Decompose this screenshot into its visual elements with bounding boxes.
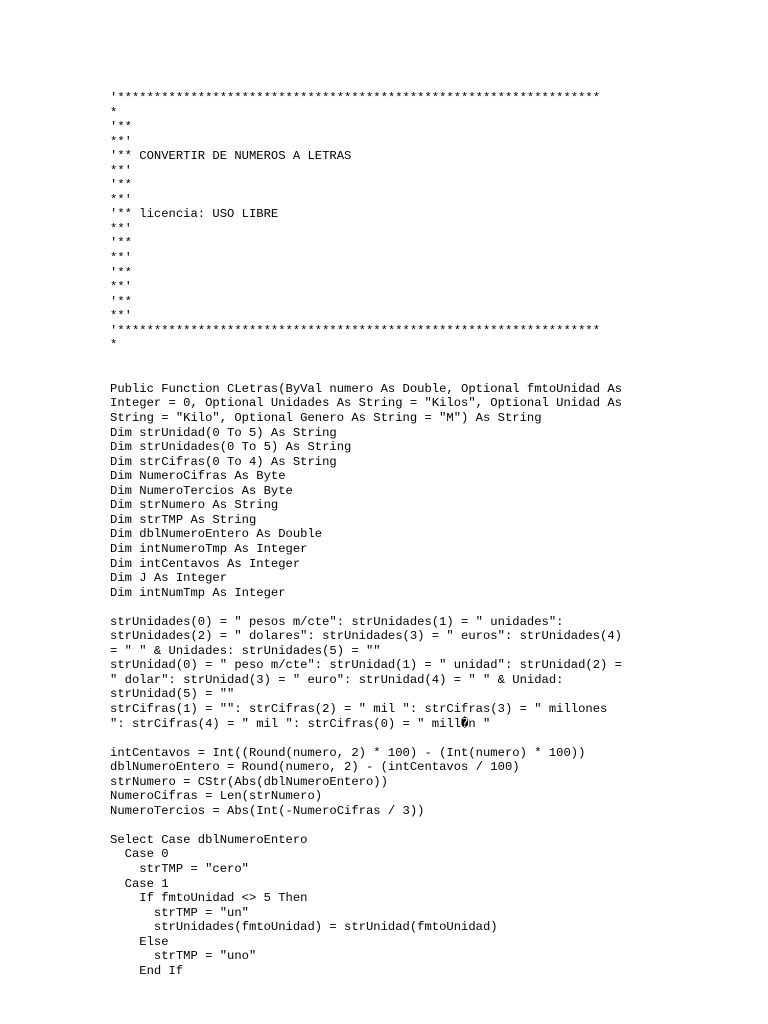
code-line: Dim strUnidades(0 To 5) As String xyxy=(110,440,352,455)
code-line: Select Case dblNumeroEntero xyxy=(110,832,308,847)
code-line: '** CONVERTIR DE NUMEROS A LETRAS xyxy=(110,149,352,164)
code-line: strNumero = CStr(Abs(dblNumeroEntero)) xyxy=(110,774,388,789)
code-line: **' xyxy=(110,221,132,236)
code-line: Integer = 0, Optional Unidades As String = "Kilos", Optional Unidad As xyxy=(110,396,622,411)
code-line: strUnidades(0) = " pesos m/cte": strUnidades(1) = " unidades": xyxy=(110,614,564,629)
code-line: strUnidad(5) = "" xyxy=(110,687,235,702)
code-line: Dim NumeroTercios As Byte xyxy=(110,483,293,498)
code-line: **' xyxy=(110,192,132,207)
code-line: Public Function CLetras(ByVal numero As Double, Optional fmtoUnidad As xyxy=(110,381,622,396)
blank-line xyxy=(110,353,660,368)
code-line: Case 1 xyxy=(110,876,169,891)
code-page xyxy=(110,91,660,978)
code-line: '****************************************************************** xyxy=(110,91,601,105)
code-line: strUnidad(0) = " peso m/cte": strUnidad(1) = " unidad": strUnidad(2) = xyxy=(110,658,622,673)
code-line: strTMP = "un" xyxy=(110,905,249,920)
code-line: strTMP = "cero" xyxy=(110,861,249,876)
code-line: dblNumeroEntero = Round(numero, 2) - (intCentavos / 100) xyxy=(110,760,520,775)
code-line: String = "Kilo", Optional Genero As String = "M") As String xyxy=(110,411,542,426)
code-line: strUnidades(fmtoUnidad) = strUnidad(fmtoUnidad) xyxy=(110,920,498,935)
code-line: Case 0 xyxy=(110,847,169,862)
code-line: Dim dblNumeroEntero As Double xyxy=(110,527,323,542)
blank-line xyxy=(110,600,660,615)
code-line: Dim strUnidad(0 To 5) As String xyxy=(110,425,337,440)
code-line: '** licencia: USO LIBRE xyxy=(110,207,279,222)
code-line: '** xyxy=(110,178,132,193)
code-line: Dim intNumTmp As Integer xyxy=(110,585,286,600)
code-line: Dim strTMP As String xyxy=(110,512,257,527)
code-line: If fmtoUnidad <> 5 Then xyxy=(110,891,308,906)
code-line: End If xyxy=(110,963,184,978)
code-line: " dolar": strUnidad(3) = " euro": strUnidad(4) = " " & Unidad: xyxy=(110,672,564,687)
code-line: **' xyxy=(110,134,132,149)
code-line: **' xyxy=(110,163,132,178)
blank-line xyxy=(110,818,660,833)
code-line: '** xyxy=(110,294,132,309)
code-line: * xyxy=(110,338,118,353)
code-line: strCifras(1) = "": strCifras(2) = " mil ": strCifras(3) = " millones xyxy=(110,701,608,716)
code-line: '** xyxy=(110,120,132,135)
code-line: intCentavos = Int((Round(numero, 2) * 100) - (Int(numero) * 100)) xyxy=(110,745,586,760)
code-line: **' xyxy=(110,280,132,295)
code-line: strUnidades(2) = " dolares": strUnidades(3) = " euros": strUnidades(4) xyxy=(110,629,622,644)
code-line: NumeroCifras = Len(strNumero) xyxy=(110,789,323,804)
code-line: '** xyxy=(110,265,132,280)
code-line: Dim J As Integer xyxy=(110,571,228,586)
blank-line xyxy=(110,367,660,382)
code-line: **' xyxy=(110,251,132,266)
code-line: Dim intNumeroTmp As Integer xyxy=(110,541,308,556)
code-line: '** xyxy=(110,236,132,251)
blank-line xyxy=(110,731,660,746)
code-line: strTMP = "uno" xyxy=(110,949,257,964)
code-line: Dim strCifras(0 To 4) As String xyxy=(110,454,337,469)
code-line: '****************************************************************** xyxy=(110,323,601,338)
code-line: = " " & Unidades: strUnidades(5) = "" xyxy=(110,643,381,658)
code-line: ": strCifras(4) = " mil ": strCifras(0) = " mill�n " xyxy=(110,716,491,731)
code-line: Dim strNumero As String xyxy=(110,498,279,513)
code-line: * xyxy=(110,105,118,120)
code-line: Else xyxy=(110,934,169,949)
code-line: Dim NumeroCifras As Byte xyxy=(110,469,286,484)
code-line: Dim intCentavos As Integer xyxy=(110,556,301,571)
code-line: NumeroTercios = Abs(Int(-NumeroCifras / 3)) xyxy=(110,803,425,818)
code-line: **' xyxy=(110,309,132,324)
